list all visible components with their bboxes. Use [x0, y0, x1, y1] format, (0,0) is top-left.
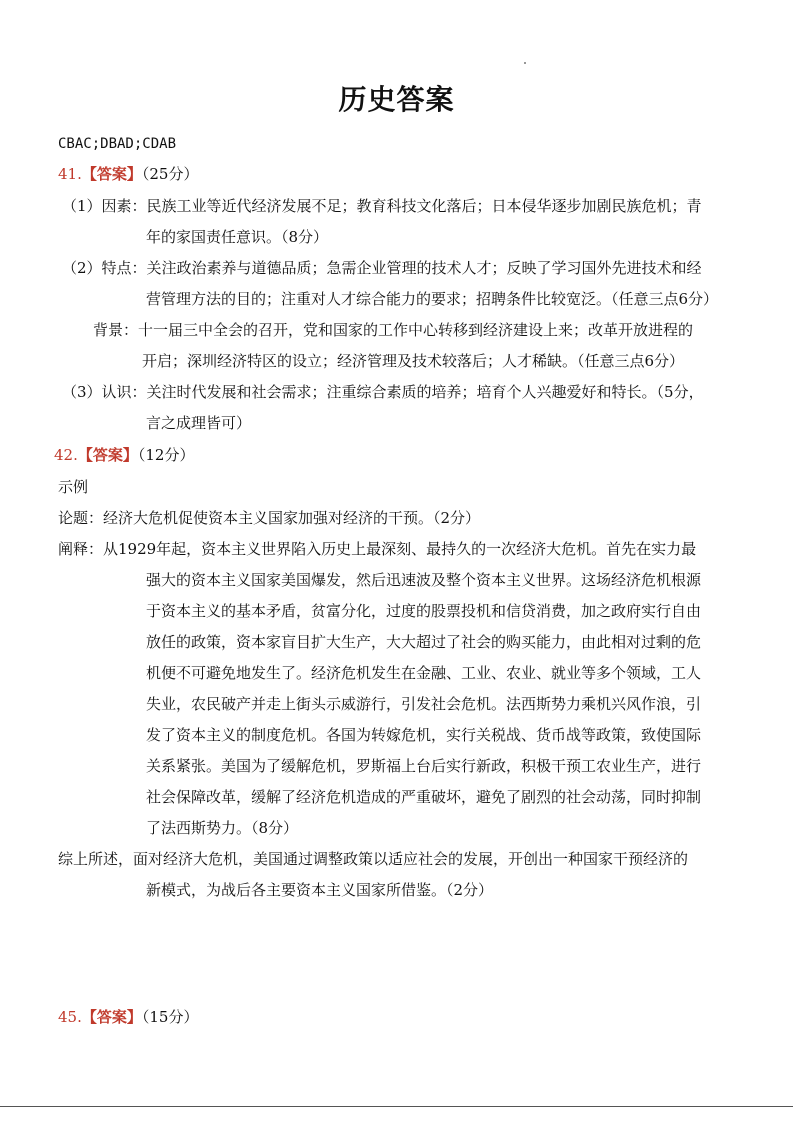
- q41-answer-label: 【答案】: [81, 165, 142, 183]
- mc-answers: CBAC;DBAD;CDAB: [58, 136, 177, 152]
- q41-line-7: （3）认识：关注时代发展和社会需求；注重综合素质的培养；培育个人兴趣爱好和特长。（5分，: [62, 383, 704, 401]
- q42-thesis: 论题：经济大危机促使资本主义国家加强对经济的干预。（2分）: [58, 509, 481, 527]
- q41-line-6: 开启；深圳经济特区的设立；经济管理及技术较落后；人才稀缺。（任意三点6分）: [142, 352, 685, 370]
- q42-explain-1: 阐释：从1929年起，资本主义世界陷入历史上最深刻、最持久的一次经济大危机。首先在实力最: [58, 540, 697, 558]
- q42-explain-5: 机便不可避免地发生了。经济危机发生在金融、工业、农业、就业等多个领域，工人: [146, 664, 702, 682]
- q45-heading: [58, 1007, 198, 1027]
- q42-explain-4: 放任的政策，资本家盲目扩大生产，大大超过了社会的购买能力，由此相对过剩的危: [146, 633, 702, 651]
- stray-dot: [524, 62, 526, 64]
- q42-score: （12分）: [137, 446, 195, 464]
- q41-line-3: （2）特点：关注政治素养与道德品质；急需企业管理的技术人才；反映了学习国外先进技术和经: [62, 259, 702, 277]
- q42-explain-8: 关系紧张。美国为了缓解危机，罗斯福上台后实行新政，积极干预工农业生产，进行: [146, 757, 702, 775]
- q42-explain-6: 失业，农民破产并走上街头示威游行，引发社会危机。法西斯势力乘机兴风作浪，引: [146, 695, 702, 713]
- bottom-rule: [0, 1106, 793, 1107]
- q42-answer-label: 【答案】: [77, 446, 138, 464]
- q42-example: 示例: [58, 478, 89, 496]
- q42-heading: [54, 445, 194, 465]
- q41-score: （25分）: [141, 165, 199, 183]
- q42-conclusion-1: 综上所述，面对经济大危机，美国通过调整政策以适应社会的发展，开创出一种国家干预经济的: [58, 850, 689, 868]
- q42-explain-3: 于资本主义的基本矛盾，贫富分化，过度的股票投机和信贷消费，加之政府实行自由: [146, 602, 702, 620]
- page-title: 历史答案: [338, 83, 455, 116]
- q41-number: 41.: [58, 165, 82, 183]
- q42-explain-7: 发了资本主义的制度危机。各国为转嫁危机，实行关税战、货币战等政策，致使国际: [146, 726, 702, 744]
- q42-explain-10: 了法西斯势力。（8分）: [146, 819, 299, 837]
- q41-line-8: 言之成理皆可）: [146, 414, 252, 432]
- q42-conclusion-2: 新模式，为战后各主要资本主义国家所借鉴。（2分）: [146, 881, 494, 899]
- q41-line-5: 背景：十一届三中全会的召开，党和国家的工作中心转移到经济建设上来；改革开放进程的: [93, 321, 694, 339]
- q42-explain-9: 社会保障改革，缓解了经济危机造成的严重破坏，避免了剧烈的社会动荡，同时抑制: [146, 788, 702, 806]
- q45-score: （15分）: [141, 1008, 199, 1026]
- q41-line-4: 营管理方法的目的；注重对人才综合能力的要求；招聘条件比较宽泛。（任意三点6分）: [146, 290, 719, 308]
- q41-line-1: （1）因素：民族工业等近代经济发展不足；教育科技文化落后；日本侵华逐步加剧民族危机；青: [62, 197, 702, 215]
- q41-line-2: 年的家国责任意识。（8分）: [146, 228, 329, 246]
- q45-answer-label: 【答案】: [81, 1008, 142, 1026]
- q42-explain-2: 强大的资本主义国家美国爆发，然后迅速波及整个资本主义世界。这场经济危机根源: [146, 571, 702, 589]
- q45-number: 45.: [58, 1008, 82, 1026]
- q42-number: 42.: [54, 446, 78, 464]
- q41-heading: [58, 164, 198, 184]
